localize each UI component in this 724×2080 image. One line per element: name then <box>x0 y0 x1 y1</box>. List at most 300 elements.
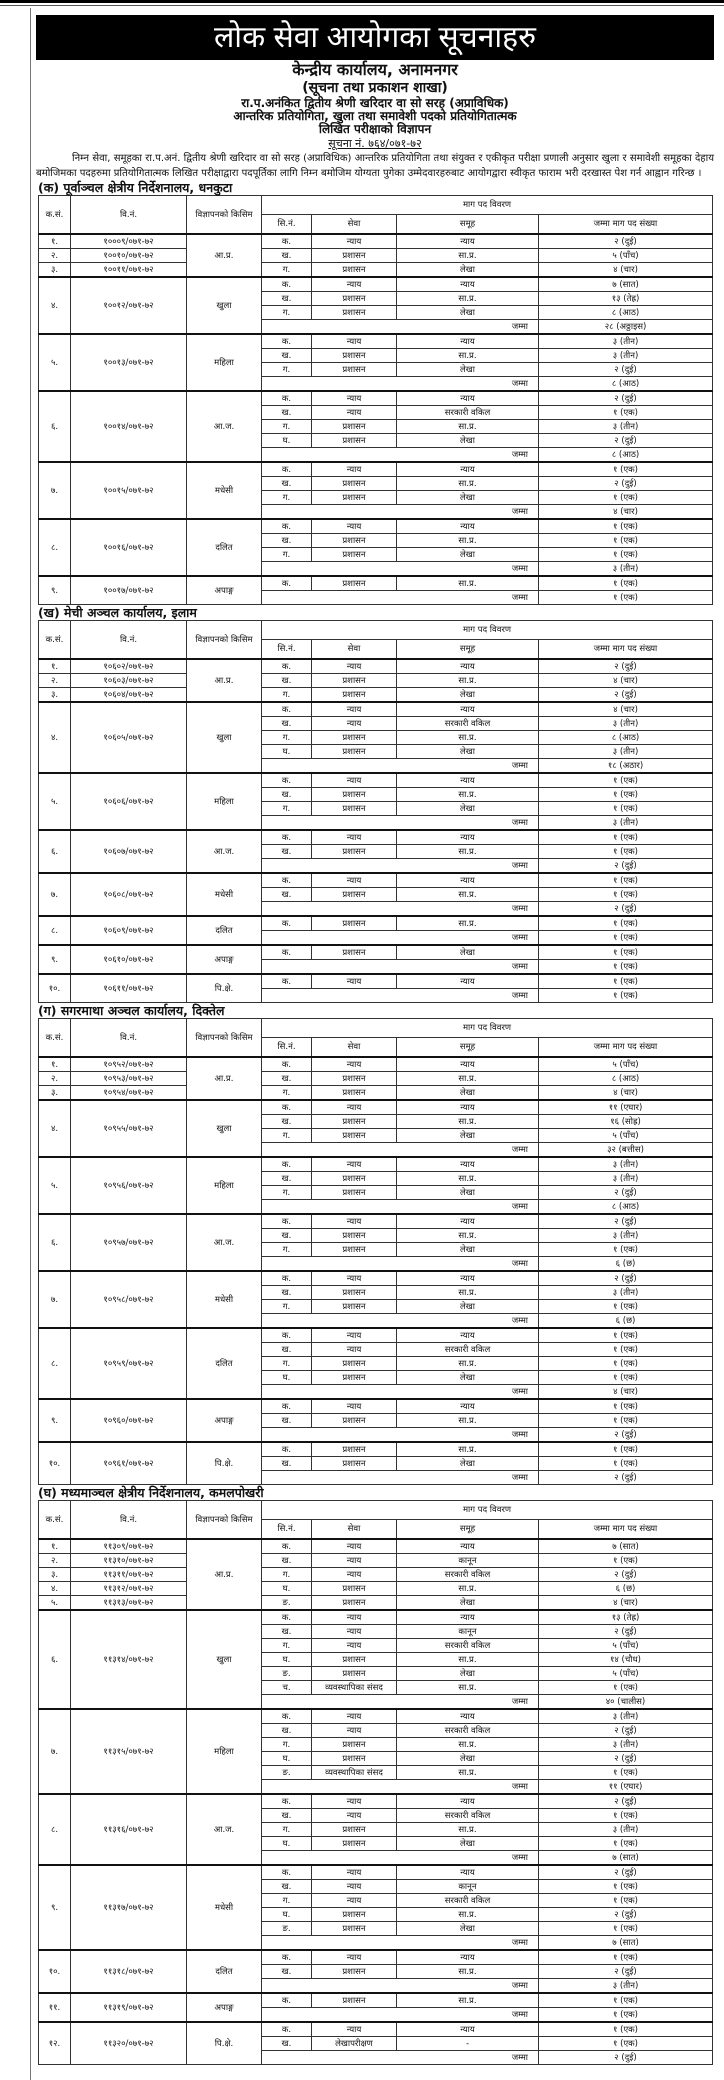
item-group: न्याय <box>397 873 539 888</box>
item-count: २ (दुई) <box>539 688 713 703</box>
row-sn: ४. <box>39 1582 71 1596</box>
item-group: लेखा <box>397 1300 539 1314</box>
item-service: न्याय <box>312 406 397 420</box>
item-sn: क. <box>262 391 312 406</box>
item-service: न्याय <box>312 519 397 534</box>
item-service: न्याय <box>312 234 397 249</box>
item-group: सा.प्र. <box>397 1072 539 1086</box>
item-group: सा.प्र. <box>397 1993 539 2008</box>
item-sn: ख. <box>262 1880 312 1894</box>
item-sn: ख. <box>262 1343 312 1357</box>
item-sn: ग. <box>262 1568 312 1582</box>
row-adv-no: १०६०२/०७१-७२ <box>71 659 187 674</box>
item-count: १ (एक) <box>539 830 713 845</box>
item-service: प्रशासन <box>312 1243 397 1257</box>
item-count: ७ (सात) <box>539 277 713 292</box>
table-row <box>39 702 713 717</box>
item-count: १ (एक) <box>539 1880 713 1894</box>
table-row <box>39 659 713 674</box>
item-group: न्याय <box>397 1950 539 1965</box>
total-label: जम्मा <box>262 1851 539 1866</box>
total-label: जम्मा <box>262 448 539 463</box>
item-count: २ (दुई) <box>539 391 713 406</box>
item-service: प्रशासन <box>312 688 397 703</box>
total-count: ७ (सात) <box>539 1851 713 1866</box>
item-service: प्रशासन <box>312 534 397 548</box>
top-border-inner <box>0 5 724 6</box>
item-count: ३ (तीन) <box>539 1709 713 1724</box>
total-label: जम्मा <box>262 2051 539 2065</box>
item-service: प्रशासन <box>312 1922 397 1936</box>
item-count: ३ (तीन) <box>539 334 713 349</box>
total-label: जम्मा <box>262 1143 539 1158</box>
row-sn: ६. <box>39 1610 71 1709</box>
item-count: १ (एक) <box>539 576 713 591</box>
item-sn: ख. <box>262 674 312 688</box>
item-group: सा.प्र. <box>397 731 539 745</box>
row-sn: ३. <box>39 1568 71 1582</box>
row-sn: ५. <box>39 773 71 830</box>
item-service: न्याय <box>312 391 397 406</box>
row-sn: १. <box>39 1539 71 1554</box>
row-adv-no: ११३१९/०७१-७२ <box>71 1993 187 2022</box>
item-sn: ख. <box>262 788 312 802</box>
item-sn: क. <box>262 1157 312 1172</box>
total-label: जम्मा <box>262 960 539 975</box>
item-sn: क. <box>262 334 312 349</box>
item-service: प्रशासन <box>312 420 397 434</box>
row-sn: ११. <box>39 1993 71 2022</box>
item-group: सा.प्र. <box>397 888 539 902</box>
total-count: ४ (चार) <box>539 1385 713 1400</box>
item-group: लेखा <box>397 434 539 448</box>
item-count: १ (एक) <box>539 1809 713 1823</box>
item-sn: घ. <box>262 1837 312 1851</box>
item-service: न्याय <box>312 1894 397 1908</box>
heading-line-2: आन्तरिक प्रतियोगिता, खुला तथा समावेशी पदको प्रतियोगितात्मक <box>233 109 517 123</box>
col-details: माग पद विवरण <box>262 621 713 640</box>
item-count: १ (एक) <box>539 519 713 534</box>
row-type: आ.प्र. <box>187 1057 262 1100</box>
item-group: लेखा <box>397 491 539 505</box>
item-count: १ (एक) <box>539 1371 713 1385</box>
item-count: ८ (आठ) <box>539 306 713 320</box>
item-service: प्रशासन <box>312 845 397 859</box>
item-service: प्रशासन <box>312 1653 397 1667</box>
item-sn: ख. <box>262 477 312 491</box>
col-count: जम्मा माग पद संख्या <box>539 215 713 235</box>
row-sn: ८. <box>39 519 71 576</box>
col-sub-sn: सि.नं. <box>262 215 312 235</box>
notice-page <box>36 15 714 2066</box>
item-count: १ (एक) <box>539 788 713 802</box>
item-count: १ (एक) <box>539 873 713 888</box>
item-count: ३ (तीन) <box>539 1738 713 1752</box>
table-row <box>39 773 713 788</box>
intro-paragraph: निम्न सेवा, समूहका रा.प.अनं. द्वितीय श्रेणी खरिदार वा सो सरह (अप्राविधिक) आन्तरिक प्रतियोगिता तथा संयुक्त र एकीकृत परीक्षा प्रणाली अनुसार खुला र समावेशी समूहका देहाय बमोजिमका पदहरुमा प्रतियोगितात्मक लिखित परीक्षाद्वारा पदपूर्तिका लागि निम्न बमोजिम योग्यता पुगेका उम्मेदवारहरुबाट आयोगद्वारा स्वीकृत फाराम भरी दरखास्त पेश गर्न आह्वान गरिन्छ । <box>36 153 714 179</box>
total-count: १ (एक) <box>539 960 713 975</box>
row-sn: ८. <box>39 1794 71 1865</box>
item-service: प्रशासन <box>312 1752 397 1766</box>
item-service: न्याय <box>312 717 397 731</box>
item-service: प्रशासन <box>312 1186 397 1200</box>
item-group: सा.प्र. <box>397 1414 539 1428</box>
total-count: ३२ (बत्तीस) <box>539 1143 713 1158</box>
col-details: माग पद विवरण <box>262 196 713 215</box>
item-group: सा.प्र. <box>397 1681 539 1695</box>
item-count: ३ (तीन) <box>539 745 713 759</box>
item-count: २ (दुई) <box>539 1186 713 1200</box>
item-sn: क. <box>262 576 312 591</box>
row-adv-no: १००१५/०७१-७२ <box>71 462 187 519</box>
item-group: सा.प्र. <box>397 916 539 931</box>
item-group: सा.प्र. <box>397 534 539 548</box>
item-group: सा.प्र. <box>397 1357 539 1371</box>
col-sub-sn: सि.नं. <box>262 1038 312 1058</box>
item-sn: ख. <box>262 249 312 263</box>
item-count: १ (एक) <box>539 1554 713 1568</box>
row-sn: ७. <box>39 873 71 916</box>
section-title: (ग) सगरमाथा अञ्चल कार्यालय, दिक्तेल <box>38 1003 225 1018</box>
col-details: माग पद विवरण <box>262 1019 713 1038</box>
item-service: प्रशासन <box>312 1738 397 1752</box>
total-count: ३ (तीन) <box>539 562 713 577</box>
row-sn: ४. <box>39 702 71 773</box>
item-count: १ (एक) <box>539 534 713 548</box>
item-service: न्याय <box>312 1865 397 1880</box>
row-adv-no: ११३११/०७१-७२ <box>71 1568 187 1582</box>
row-sn: ६. <box>39 1214 71 1271</box>
row-type: महिला <box>187 334 262 391</box>
item-sn: घ. <box>262 434 312 448</box>
row-adv-no: १०६०९/०७१-७२ <box>71 916 187 945</box>
total-label: जम्मा <box>262 1385 539 1400</box>
item-service: प्रशासन <box>312 1086 397 1101</box>
total-label: जम्मा <box>262 1471 539 1485</box>
row-adv-no: १०६०७/०७१-७२ <box>71 830 187 873</box>
col-sub-sn: सि.नं. <box>262 640 312 660</box>
item-count: २ (दुई) <box>539 1625 713 1639</box>
item-service: प्रशासन <box>312 1229 397 1243</box>
row-type: खुला <box>187 1100 262 1157</box>
item-service: न्याय <box>312 1610 397 1625</box>
item-group: सा.प्र. <box>397 674 539 688</box>
item-group: न्याय <box>397 391 539 406</box>
row-type: मधेसी <box>187 462 262 519</box>
total-label: जम्मा <box>262 1314 539 1329</box>
item-sn: ङ. <box>262 1766 312 1780</box>
heading-line-3: लिखित परीक्षाको विज्ञापन <box>318 122 432 136</box>
item-group: न्याय <box>397 1157 539 1172</box>
row-sn: ४. <box>39 1100 71 1157</box>
item-group: न्याय <box>397 773 539 788</box>
item-service: प्रशासन <box>312 548 397 562</box>
item-service: प्रशासन <box>312 916 397 931</box>
item-count: ५ (पाँच) <box>539 1667 713 1681</box>
row-adv-no: ११३१६/०७१-७२ <box>71 1794 187 1865</box>
table-row <box>39 462 713 477</box>
item-service: प्रशासन <box>312 674 397 688</box>
item-count: १ (एक) <box>539 845 713 859</box>
col-sub-sn: सि.नं. <box>262 1520 312 1540</box>
item-group: सा.प्र. <box>397 249 539 263</box>
row-adv-no: १०६०६/०७१-७२ <box>71 773 187 830</box>
item-group: लेखा <box>397 363 539 377</box>
row-type: आ.प्र. <box>187 1539 262 1610</box>
item-count: २ (दुई) <box>539 659 713 674</box>
item-service: प्रशासन <box>312 1286 397 1300</box>
item-service: प्रशासन <box>312 1823 397 1837</box>
col-sn: क.सं. <box>39 196 71 235</box>
table-row <box>39 234 713 249</box>
row-sn: १. <box>39 1057 71 1072</box>
item-service: न्याय <box>312 1724 397 1738</box>
item-sn: क. <box>262 462 312 477</box>
item-service: न्याय <box>312 1625 397 1639</box>
item-sn: ग. <box>262 1639 312 1653</box>
item-sn: ग. <box>262 802 312 816</box>
row-adv-no: १००११/०७१-७२ <box>71 263 187 278</box>
section-title: (घ) मध्यमाञ्चल क्षेत्रीय निर्देशनालय, कमलपोखरी <box>38 1485 264 1500</box>
item-service: लेखापरीक्षण <box>312 2037 397 2051</box>
row-type: पि.क्षे. <box>187 2022 262 2065</box>
item-service: न्याय <box>312 873 397 888</box>
item-count: १ (एक) <box>539 1399 713 1414</box>
item-sn: च. <box>262 1681 312 1695</box>
item-group: लेखा <box>397 1922 539 1936</box>
item-service: प्रशासन <box>312 306 397 320</box>
item-sn: ग. <box>262 1243 312 1257</box>
col-type: विज्ञापनको किसिम <box>187 196 262 235</box>
total-label: जम्मा <box>262 562 539 577</box>
item-sn: ख. <box>262 1457 312 1471</box>
item-service: न्याय <box>312 2022 397 2037</box>
item-sn: क. <box>262 830 312 845</box>
table-row <box>39 576 713 591</box>
item-count: १ (एक) <box>539 1357 713 1371</box>
item-service: प्रशासन <box>312 1667 397 1681</box>
item-count: ११ (एघार) <box>539 1100 713 1115</box>
item-sn: क. <box>262 1100 312 1115</box>
item-service: न्याय <box>312 1157 397 1172</box>
col-group: समूह <box>397 1520 539 1540</box>
row-sn: ६. <box>39 830 71 873</box>
row-adv-no: ११३१०/०७१-७२ <box>71 1554 187 1568</box>
item-sn: ङ. <box>262 1667 312 1681</box>
item-service: प्रशासन <box>312 1582 397 1596</box>
row-adv-no: १०९६१/०७१-७२ <box>71 1442 187 1485</box>
item-group: सरकारी वकिल <box>397 406 539 420</box>
item-sn: ग. <box>262 1894 312 1908</box>
item-count: १ (एक) <box>539 1894 713 1908</box>
col-sn: क.सं. <box>39 1501 71 1540</box>
item-count: १ (एक) <box>539 1766 713 1780</box>
item-group: लेखा <box>397 1243 539 1257</box>
item-group: सरकारी वकिल <box>397 717 539 731</box>
item-count: ४ (चार) <box>539 263 713 278</box>
item-sn: ख. <box>262 1115 312 1129</box>
table-row <box>39 249 713 263</box>
item-sn: क. <box>262 1399 312 1414</box>
item-group: न्याय <box>397 1865 539 1880</box>
item-count: ४ (चार) <box>539 1086 713 1101</box>
row-adv-no: १०९५६/०७१-७२ <box>71 1157 187 1214</box>
item-group: न्याय <box>397 1057 539 1072</box>
item-sn: ख. <box>262 1172 312 1186</box>
item-group: लेखा <box>397 1596 539 1611</box>
section-title: (ख) मेची अञ्चल कार्यालय, इलाम <box>38 605 197 620</box>
item-sn: ङ. <box>262 1922 312 1936</box>
item-service: प्रशासन <box>312 363 397 377</box>
item-sn: ख. <box>262 1809 312 1823</box>
item-service: प्रशासन <box>312 745 397 759</box>
item-service: प्रशासन <box>312 1414 397 1428</box>
item-sn: क. <box>262 1442 312 1457</box>
total-label: जम्मा <box>262 859 539 874</box>
item-group: सा.प्र. <box>397 292 539 306</box>
item-count: ४ (चार) <box>539 674 713 688</box>
item-count: ७ (सात) <box>539 1539 713 1554</box>
item-service: प्रशासन <box>312 945 397 960</box>
item-sn: ग. <box>262 1823 312 1837</box>
item-service: प्रशासन <box>312 1357 397 1371</box>
item-group: लेखा <box>397 1086 539 1101</box>
item-group: लेखा <box>397 1129 539 1143</box>
vacancy-table <box>38 195 713 605</box>
table-row <box>39 1709 713 1724</box>
table-row <box>39 1399 713 1414</box>
row-type: अपाङ्ग <box>187 1399 262 1442</box>
item-count: २ (दुई) <box>539 477 713 491</box>
item-service: प्रशासन <box>312 1300 397 1314</box>
row-type: आ.ज. <box>187 1214 262 1271</box>
item-service: प्रशासन <box>312 1371 397 1385</box>
table-row <box>39 1086 713 1101</box>
table-row <box>39 1596 713 1611</box>
table-row <box>39 1100 713 1115</box>
item-group: सा.प्र. <box>397 1738 539 1752</box>
item-sn: क. <box>262 1950 312 1965</box>
row-sn: ७. <box>39 462 71 519</box>
item-count: १ (एक) <box>539 406 713 420</box>
row-type: आ.ज. <box>187 1794 262 1865</box>
row-type: आ.प्र. <box>187 234 262 277</box>
row-type: मधेसी <box>187 1865 262 1950</box>
item-count: १ (एक) <box>539 2037 713 2051</box>
heading-line-1: रा.प.अनंकित द्वितीय श्रेणी खरिदार वा सो सरह (अप्राविधिक) <box>241 96 509 110</box>
total-count: १८ (अठार) <box>539 759 713 774</box>
item-group: सा.प्र. <box>397 576 539 591</box>
col-service: सेवा <box>312 215 397 235</box>
item-count: ४ (चार) <box>539 702 713 717</box>
row-adv-no: ११३१२/०७१-७२ <box>71 1582 187 1596</box>
item-count: १ (एक) <box>539 462 713 477</box>
item-group: सा.प्र. <box>397 349 539 363</box>
item-service: न्याय <box>312 1950 397 1965</box>
item-count: १ (एक) <box>539 1681 713 1695</box>
item-service: न्याय <box>312 1709 397 1724</box>
item-count: १ (एक) <box>539 974 713 989</box>
item-sn: क. <box>262 1794 312 1809</box>
item-group: सरकारी वकिल <box>397 1894 539 1908</box>
item-sn: ख. <box>262 1229 312 1243</box>
item-group: लेखा <box>397 1371 539 1385</box>
item-count: १ (एक) <box>539 548 713 562</box>
total-label: जम्मा <box>262 320 539 335</box>
item-service: न्याय <box>312 1639 397 1653</box>
row-sn: १२. <box>39 2022 71 2065</box>
item-group: लेखा <box>397 263 539 278</box>
table-row <box>39 688 713 703</box>
item-sn: घ. <box>262 745 312 759</box>
item-group: न्याय <box>397 334 539 349</box>
row-adv-no: १०९५८/०७१-७२ <box>71 1271 187 1328</box>
total-count: २ (दुई) <box>539 859 713 874</box>
table-row <box>39 1610 713 1625</box>
item-service: प्रशासन <box>312 888 397 902</box>
item-count: ३ (तीन) <box>539 420 713 434</box>
total-label: जम्मा <box>262 591 539 605</box>
col-count: जम्मा माग पद संख्या <box>539 1038 713 1058</box>
item-count: १ (एक) <box>539 888 713 902</box>
item-count: १ (एक) <box>539 1457 713 1471</box>
item-sn: क. <box>262 873 312 888</box>
row-type: पि.क्षे. <box>187 974 262 1003</box>
sections-container <box>36 181 714 2065</box>
item-count: १३ (तेह्र) <box>539 1610 713 1625</box>
item-sn: ग. <box>262 420 312 434</box>
item-sn: क. <box>262 519 312 534</box>
total-count: ११ (एघार) <box>539 1780 713 1795</box>
item-count: ६ (छ) <box>539 1582 713 1596</box>
item-sn: क. <box>262 1057 312 1072</box>
row-adv-no: १००१६/०७१-७२ <box>71 519 187 576</box>
item-group: न्याय <box>397 830 539 845</box>
item-group: न्याय <box>397 1794 539 1809</box>
item-sn: ख. <box>262 1554 312 1568</box>
item-count: १६ (सोह्र) <box>539 1115 713 1129</box>
item-service: प्रशासन <box>312 249 397 263</box>
item-count: १ (एक) <box>539 1442 713 1457</box>
row-sn: ८. <box>39 916 71 945</box>
item-sn: क. <box>262 659 312 674</box>
item-group: न्याय <box>397 2022 539 2037</box>
item-group: न्याय <box>397 1399 539 1414</box>
item-sn: ग. <box>262 306 312 320</box>
item-sn: क. <box>262 1271 312 1286</box>
table-row <box>39 1554 713 1568</box>
table-row <box>39 1539 713 1554</box>
item-service: प्रशासन <box>312 1172 397 1186</box>
row-sn: १०. <box>39 1950 71 1993</box>
item-service: न्याय <box>312 1794 397 1809</box>
row-type: आ.ज. <box>187 830 262 873</box>
item-service: न्याय <box>312 1399 397 1414</box>
item-sn: क. <box>262 916 312 931</box>
table-row <box>39 1157 713 1172</box>
item-service: न्याय <box>312 974 397 989</box>
row-adv-no: १०६०३/०७१-७२ <box>71 674 187 688</box>
row-type: दलित <box>187 519 262 576</box>
item-sn: घ. <box>262 1653 312 1667</box>
table-row <box>39 1865 713 1880</box>
row-adv-no: १००१४/०७१-७२ <box>71 391 187 462</box>
item-group: न्याय <box>397 1709 539 1724</box>
item-sn: ग. <box>262 688 312 703</box>
item-count: ८ (आठ) <box>539 1072 713 1086</box>
item-count: ५ (पाँच) <box>539 1639 713 1653</box>
col-service: सेवा <box>312 1520 397 1540</box>
